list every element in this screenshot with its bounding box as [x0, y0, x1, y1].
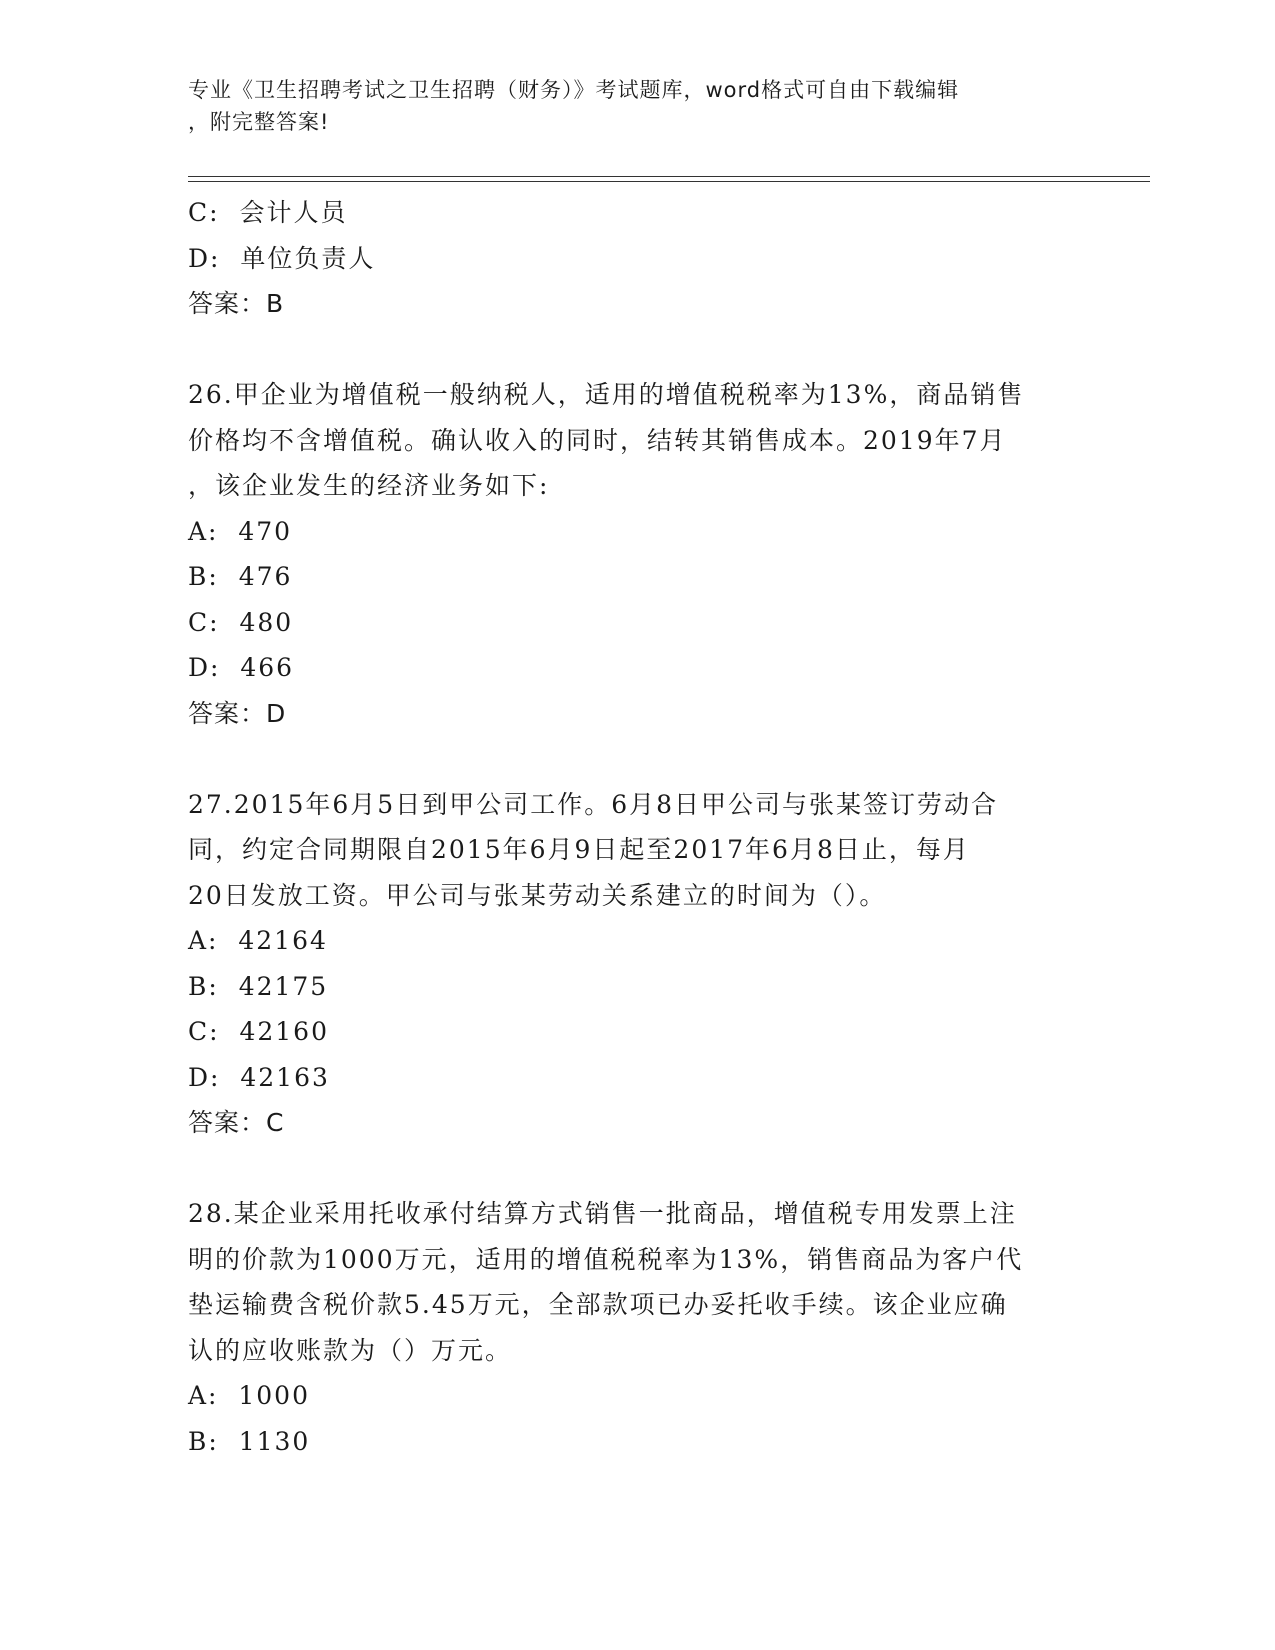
header-divider-bottom	[188, 181, 1150, 182]
option-a: A: 1000	[188, 1381, 310, 1410]
question-stem-line: 同，约定合同期限自2015年6月9日起至2017年6月8日止，每月	[188, 835, 970, 864]
question-25-tail	[188, 190, 1088, 327]
header-title-line-2: ，附完整答案!	[188, 110, 330, 134]
option-d: D: 466	[188, 653, 295, 682]
option-c: C: 会计人员	[188, 198, 348, 227]
option-d: D: 42163	[188, 1062, 330, 1092]
answer-line: 答案：D	[188, 698, 287, 728]
option-d: D: 单位负责人	[188, 243, 376, 273]
option-c: C: 42160	[188, 1017, 329, 1046]
option-a: A: 470	[188, 516, 293, 546]
question-28	[188, 1191, 1088, 1464]
question-stem-line: 价格均不含增值税。确认收入的同时，结转其销售成本。2019年7月	[188, 425, 1007, 455]
option-b: B: 42175	[188, 971, 329, 1001]
question-stem-line: 认的应收账款为（）万元。	[188, 1335, 513, 1365]
document-header	[188, 74, 1068, 138]
option-b: B: 476	[188, 562, 293, 591]
answer-line: 答案：B	[188, 289, 285, 318]
spacer	[188, 327, 1088, 373]
question-stem-line: 垫运输费含税价款5.45万元，全部款项已办妥托收手续。该企业应确	[188, 1290, 1008, 1319]
answer-line: 答案：C	[188, 1108, 285, 1137]
header-title-line-1: 专业《卫生招聘考试之卫生招聘（财务）》考试题库，word格式可自由下载编辑	[188, 78, 960, 102]
question-stem-line: 26.甲企业为增值税一般纳税人，适用的增值税税率为13%，商品销售	[188, 380, 1025, 409]
question-stem-line: 28.某企业采用托收承付结算方式销售一批商品，增值税专用发票上注	[188, 1199, 1017, 1228]
option-c: C: 480	[188, 607, 294, 637]
spacer	[188, 736, 1088, 782]
question-content	[188, 190, 1088, 1464]
header-divider-top	[188, 176, 1150, 177]
question-26	[188, 372, 1088, 736]
option-b: B: 1130	[188, 1426, 311, 1456]
question-stem-line: 明的价款为1000万元，适用的增值税税率为13%，销售商品为客户代	[188, 1244, 1024, 1274]
question-stem-line: 20日发放工资。甲公司与张某劳动关系建立的时间为（）。	[188, 880, 887, 910]
spacer	[188, 1146, 1088, 1192]
question-stem-line: ，该企业发生的经济业务如下:	[188, 471, 550, 500]
option-a: A: 42164	[188, 926, 328, 955]
question-stem-line: 27.2015年6月5日到甲公司工作。6月8日甲公司与张某签订劳动合	[188, 789, 999, 819]
question-27	[188, 782, 1088, 1146]
